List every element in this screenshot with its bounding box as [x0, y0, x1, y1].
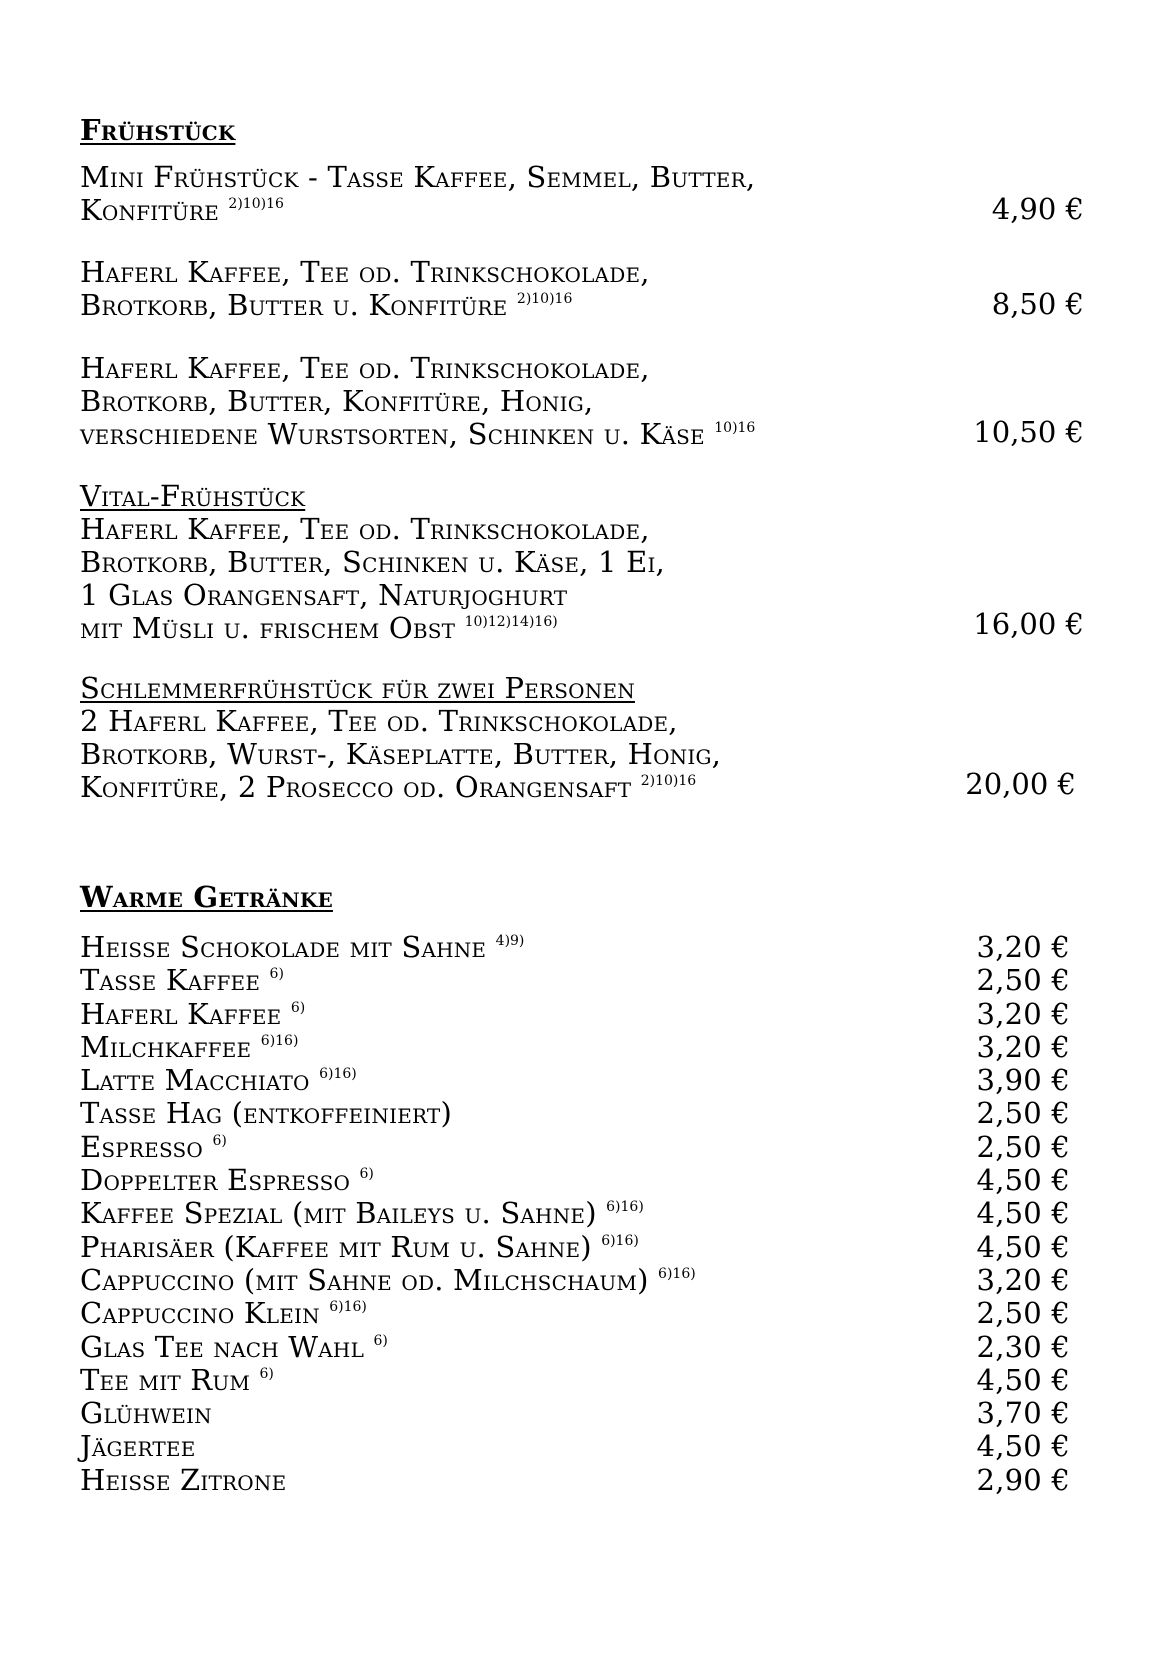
item-price: 16,00 €	[973, 607, 1084, 641]
drink-row	[80, 1197, 1070, 1230]
drink-row	[80, 1164, 1070, 1197]
drink-price: 2,90 €	[976, 1462, 1070, 1497]
breakfast-item	[80, 161, 1080, 227]
drink-row	[80, 1031, 1070, 1064]
drink-name: Pharisäer (Kaffee mit Rum u. Sahne)	[80, 1229, 592, 1264]
item-line-text: Konfitüre	[80, 193, 219, 227]
drink-price: 3,20 €	[976, 1262, 1070, 1297]
drink-price: 4,50 €	[976, 1429, 1070, 1464]
item-line: Brotkorb, Butter, Schinken u. Käse, 1 Ei,	[80, 545, 665, 579]
drink-name: Glühwein	[80, 1396, 212, 1431]
drink-name: Latte Macchiato	[80, 1063, 320, 1098]
item-line-text: verschiedene Wurstsorten, Schinken u. Käse	[80, 417, 705, 451]
item-line-text: Brotkorb, Butter u. Konfitüre	[80, 288, 508, 322]
drink-price: 3,20 €	[976, 996, 1070, 1031]
drink-name: Haferl Kaffee	[80, 996, 282, 1031]
allergen-footnote: 6)16)	[329, 1299, 367, 1316]
drink-row	[80, 1264, 1070, 1297]
drink-row	[80, 964, 1070, 997]
drink-row	[80, 1231, 1070, 1264]
allergen-footnote: 6)	[259, 1365, 274, 1382]
section-heading-warm-drinks: Warme Getränke	[80, 880, 333, 914]
allergen-footnote: 2)10)16	[228, 196, 284, 212]
allergen-footnote: 10)16	[714, 420, 756, 436]
item-line: Haferl Kaffee, Tee od. Trinkschokolade,	[80, 512, 650, 546]
item-line	[80, 194, 1080, 227]
item-title: Schlemmerfrühstück für zwei Personen	[80, 671, 635, 705]
drink-row	[80, 998, 1070, 1031]
item-line: Brotkorb, Butter, Konfitüre, Honig,	[80, 384, 594, 418]
drink-name: Tasse Kaffee	[80, 963, 261, 998]
allergen-footnote: 2)10)16	[640, 773, 697, 789]
drink-row	[80, 1131, 1070, 1164]
drink-row	[80, 1364, 1070, 1397]
drink-name: Glas Tee nach Wahl	[80, 1329, 365, 1364]
breakfast-item	[80, 352, 1080, 451]
breakfast-item	[80, 256, 1080, 322]
item-line	[80, 612, 1080, 645]
drink-price: 2,50 €	[976, 1296, 1070, 1331]
drink-name: Tasse Hag (entkoffeiniert)	[80, 1096, 452, 1131]
drink-price: 3,20 €	[976, 1029, 1070, 1064]
item-line-text: mit Müsli u. frischem Obst	[80, 611, 456, 645]
item-price: 8,50 €	[991, 287, 1084, 321]
item-price: 10,50 €	[973, 415, 1084, 449]
allergen-footnote: 6)	[212, 1132, 227, 1149]
item-line: 2 Haferl Kaffee, Tee od. Trinkschokolade,	[80, 704, 678, 738]
drink-price: 2,30 €	[976, 1329, 1070, 1364]
drink-price: 2,50 €	[976, 1129, 1070, 1164]
drink-price: 3,20 €	[976, 930, 1070, 964]
drink-price: 4,50 €	[976, 1196, 1070, 1231]
item-line: 1 Glas Orangensaft, Naturjoghurt	[80, 578, 568, 612]
drink-row	[80, 1464, 1070, 1497]
drink-price: 4,50 €	[976, 1163, 1070, 1198]
item-line: Mini Frühstück - Tasse Kaffee, Semmel, Butter,	[80, 160, 756, 194]
drink-row	[80, 1297, 1070, 1330]
drink-name: Kaffee Spezial (mit Baileys u. Sahne)	[80, 1196, 597, 1231]
drink-name: Cappuccino (mit Sahne od. Milchschaum)	[80, 1262, 649, 1297]
drink-row	[80, 1331, 1070, 1364]
item-line	[80, 771, 1080, 804]
allergen-footnote: 6)	[359, 1166, 374, 1183]
drink-price: 4,50 €	[976, 1229, 1070, 1264]
drink-name: Heisse Zitrone	[80, 1462, 287, 1497]
drink-name: Milchkaffee	[80, 1029, 252, 1064]
drink-name: Tee mit Rum	[80, 1362, 251, 1397]
item-line: Brotkorb, Wurst-, Käseplatte, Butter, Honig,	[80, 737, 722, 771]
allergen-footnote: 2)10)16	[516, 291, 573, 307]
drink-name: Espresso	[80, 1129, 204, 1164]
drink-name: Cappuccino Klein	[80, 1296, 330, 1331]
drink-row	[80, 1397, 1070, 1430]
allergen-footnote: 6)	[373, 1332, 388, 1349]
drink-price: 3,70 €	[976, 1396, 1070, 1431]
drink-price: 2,50 €	[976, 1096, 1070, 1131]
allergen-footnote: 6)16)	[260, 1032, 299, 1049]
item-line: Haferl Kaffee, Tee od. Trinkschokolade,	[80, 255, 650, 289]
item-line	[80, 289, 1080, 322]
item-price: 20,00 €	[965, 767, 1076, 801]
breakfast-item	[80, 672, 1080, 804]
allergen-footnote: 6)	[269, 966, 284, 983]
item-price: 4,90 €	[991, 192, 1084, 226]
allergen-footnote: 6)	[290, 999, 306, 1016]
drink-price: 4,50 €	[976, 1362, 1070, 1397]
drink-name: Doppelter Espresso	[80, 1163, 351, 1198]
drink-row	[80, 1430, 1070, 1463]
drink-row	[80, 931, 1070, 964]
breakfast-item	[80, 480, 1080, 645]
item-title: Vital-Frühstück	[80, 479, 306, 513]
drink-price: 3,90 €	[976, 1063, 1070, 1098]
drink-row	[80, 1097, 1070, 1130]
allergen-footnote: 6)16)	[606, 1199, 644, 1216]
allergen-footnote: 6)16)	[601, 1232, 639, 1249]
drink-price: 2,50 €	[976, 963, 1070, 998]
drink-row	[80, 1064, 1070, 1097]
item-line	[80, 418, 1080, 451]
drink-name: Jägertee	[80, 1429, 196, 1464]
warm-drinks-list	[80, 931, 1070, 1497]
allergen-footnote: 4)9)	[495, 933, 525, 949]
drink-name: Heisse Schokolade mit Sahne	[80, 930, 487, 964]
item-line: Haferl Kaffee, Tee od. Trinkschokolade,	[80, 351, 650, 385]
allergen-footnote: 10)12)14)16)	[464, 614, 558, 630]
allergen-footnote: 6)16)	[319, 1066, 357, 1083]
section-heading-breakfast: Frühstück	[80, 113, 236, 147]
allergen-footnote: 6)16)	[658, 1265, 696, 1282]
item-line-text: Konfitüre, 2 Prosecco od. Orangensaft	[80, 770, 632, 804]
